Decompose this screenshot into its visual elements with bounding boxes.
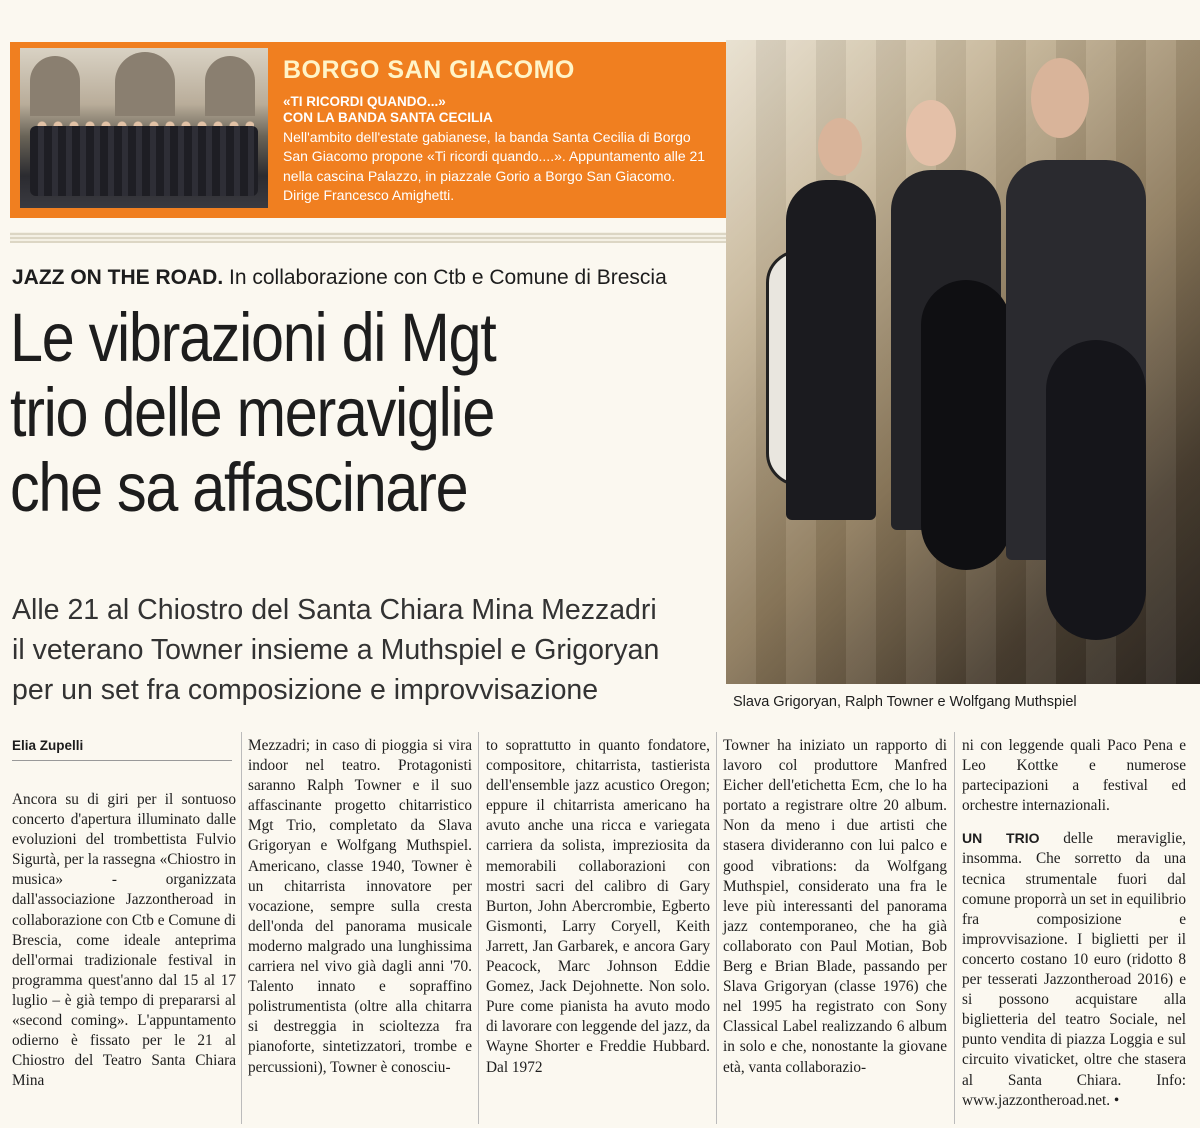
column-text: Towner ha iniziato un rapporto di lavoro col produttore Manfred Eicher dell'etichetta Ecm, che lo ha portato a registrare oltre 20 album. Non da meno i due artisti che stasera divideranno con lui palco e good vibrations: da Wolfgang Muthspiel, considerato una fra le leve più interessanti del panorama jazz contemporaneo, che ha già collaborato con Paul Motian, Bob Berg e Brian Blade, passando per Slava Grigoryan (classe 1976) che nel 1995 ha registrato con Sony Classical Label realizzando 6 album in solo e che, nonostante la giovane età, vanta collaborazio- <box>723 737 947 1076</box>
box-title: BORGO SAN GIACOMO <box>283 56 575 84</box>
photo-caption: Slava Grigoryan, Ralph Towner e Wolfgang Muthspiel <box>733 694 1077 710</box>
subheadline <box>12 590 717 710</box>
article-column-3 <box>486 736 710 1078</box>
article-column-2 <box>248 736 472 1078</box>
box-subtitle-line2: CON LA BANDA SANTA CECILIA <box>283 110 493 125</box>
headline-line: che sa affascinare <box>10 449 468 526</box>
headline-line: Le vibrazioni di Mgt <box>10 299 496 376</box>
box-subtitle-line1: «TI RICORDI QUANDO...» <box>283 94 446 109</box>
band-photo <box>20 48 268 208</box>
subhead-line: Alle 21 al Chiostro del Santa Chiara Mina Mezzadri <box>12 594 657 626</box>
column-text: to soprattutto in quanto fondatore, compositore, chitarrista, tastierista dell'ensemble jazz acustico Oregon; eppure il chitarrista americano ha avuto anche una ricca e variegata carriera da solista, impreziosita da memorabili collaborazioni con mostri sacri del calibro di Gary Burton, John Abercrombie, Egberto Gismonti, Larry Coryell, Keith Jarrett, Jan Garbarek, e ancora Gary Peacock, Marc Johnson Eddie Gomez, Jack Dejohnette. Non solo. Pure come pianista ha avuto modo di lavorare con leggende del jazz, da Wayne Shorter e Freddie Hubbard. Dal 1972 <box>486 737 710 1076</box>
subhead-line: il veterano Towner insieme a Muthspiel e Grigoryan <box>12 634 660 666</box>
column-divider <box>478 732 479 1124</box>
article-column-4 <box>723 736 947 1078</box>
column-text: Mezzadri; in caso di pioggia si vira indoor nel teatro. Protagonisti saranno Ralph Towner e il suo affascinante progetto chitarristico Mgt Trio, completato da Slava Grigoryan e Wolfgang Muthspiel. Americano, classe 1940, Towner è un chitarrista innovatore per vocazione, sempre sulla cresta dell'onda del panorama musicale moderno malgrado una lunghissima carriera nel vivo già dagli anni '70. Talento innato e sopraffino polistrumentista (oltre alla chitarra si destreggia in scioltezza fra pianoforte, sintetizzatori, trombe e percussioni), Towner è conosciu- <box>248 737 472 1076</box>
kicker-text: In collaborazione con Ctb e Comune di Brescia <box>223 266 667 289</box>
article-column-5 <box>962 736 1186 1111</box>
byline: Elia Zupelli <box>12 738 84 753</box>
kicker <box>12 266 667 290</box>
box-subtitle <box>283 94 703 126</box>
box-body: Nell'ambito dell'estate gabianese, la banda Santa Cecilia di Borgo San Giacomo propone «Ti ricordi quando....». Appuntamento alle 21 nella cascina Palazzo, in piazzale Gorio a Borgo San Giacomo. Dirige Francesco Amighetti. <box>283 129 706 203</box>
column-text: ni con leggende quali Paco Pena e Leo Kottke e numerose partecipazioni a festival ed orchestre internazionali. <box>962 737 1186 815</box>
column-divider <box>241 732 242 1124</box>
paragraph-lead: UN TRIO <box>962 830 1040 847</box>
trio-photo <box>726 40 1200 684</box>
headline <box>10 300 622 525</box>
column-paragraph <box>962 828 1186 1110</box>
column-divider <box>954 732 955 1124</box>
subhead-line: per un set fra composizione e improvvisazione <box>12 674 599 706</box>
headline-line: trio delle meraviglie <box>10 374 495 451</box>
byline-rule <box>12 760 232 761</box>
kicker-label: JAZZ ON THE ROAD. <box>12 266 224 289</box>
column-text: Ancora su di giri per il sontuoso concerto d'apertura illuminato dalle evoluzioni del trombettista Fulvio Sigurtà, per la rassegna «Chiostro in musica» - organizzata dall'associazione Jazzontheroad in collaborazione con Ctb e Comune di Brescia, come ideale anteprima dell'ormai tradizionale festival in programma quest'anno dal 15 al 17 luglio – è già tempo di prepararsi al «second coming». L'appuntamento odierno è fissato per le 21 al Chiostro del Teatro Santa Chiara Mina <box>12 791 236 1090</box>
article-column-1 <box>12 790 236 1091</box>
paragraph-text: delle meraviglie, insomma. Che sorretto da una tecnica strumentale fuori dal comune proporrà un set in equilibrio fra composizione e improvvisazione. I biglietti per il concerto costano 10 euro (ridotto 8 per tesserati Jazzontheroad 2016) e si possono acquistare alla biglietteria del teatro Sociale, nel punto vendita di piazza Loggia e sul circuito vivaticket, oltre che stasera al Santa Chiara. Info: www.jazzontheroad.net. • <box>962 830 1186 1109</box>
column-divider <box>716 732 717 1124</box>
